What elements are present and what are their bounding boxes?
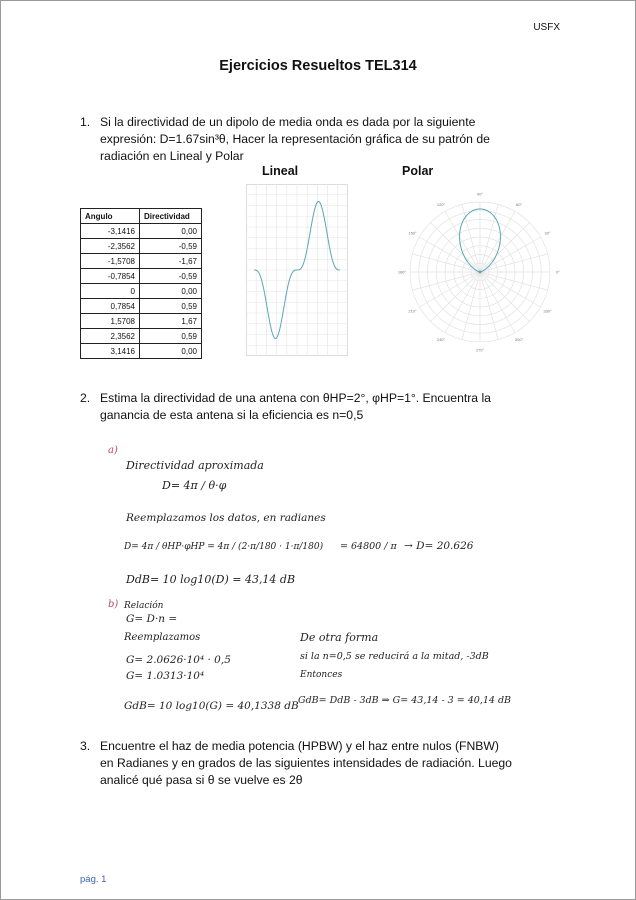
hw-line: G= 1.0313·10⁴ [126, 670, 205, 682]
polar-tick-label: 150° [408, 230, 417, 236]
polar-chart-label: Polar [402, 164, 434, 178]
question-line: radiación en Lineal y Polar [100, 149, 244, 163]
header-org: USFX [533, 22, 560, 33]
header-directivity: Directividad [140, 209, 202, 224]
angle-cell: 3,1416 [81, 344, 140, 359]
angle-cell: -2,3562 [81, 239, 140, 254]
polar-grid-spoke [419, 237, 480, 272]
polar-tick-label: 120° [436, 202, 446, 207]
table-row [81, 344, 202, 359]
angle-cell: 0 [81, 284, 140, 299]
polar-grid-spoke [462, 272, 480, 340]
hw-part-a-label: a) [108, 445, 118, 456]
angle-cell: -0,7854 [81, 269, 140, 284]
question-line: Si la directividad de un dipolo de media onda es dada por la siguiente [100, 115, 476, 129]
table-row [81, 239, 202, 254]
hw-line: Entonces [300, 670, 343, 680]
polar-tick-label: 300° [514, 337, 524, 342]
polar-grid-spoke [480, 272, 529, 321]
polar-grid-spoke [480, 272, 541, 307]
hw-line: = 64800 / π [340, 541, 397, 552]
directivity-cell: 0,00 [140, 284, 202, 299]
directivity-cell: 0,00 [140, 344, 202, 359]
hw-line: DdB= 10 log10(D) = 43,14 dB [126, 573, 296, 586]
table-header-row [81, 209, 202, 224]
polar-tick-label: 240° [436, 337, 446, 342]
hw-line: GdB= 10 log10(G) = 40,1338 dB [124, 700, 299, 712]
hw-line: GdB= DdB - 3dB ⇒ G= 43,14 - 3 = 40,14 dB [298, 695, 512, 706]
page-number: pág. 1 [80, 874, 107, 885]
question-line: Encuentre el haz de media potencia (HPBW) y el haz entre nulos (FNBW) [100, 739, 499, 753]
directivity-cell: 0,59 [140, 299, 202, 314]
question-line: en Radianes y en grados de las siguientes intensidades de radiación. Luego [100, 756, 512, 770]
question-text [100, 738, 512, 789]
linear-chart [246, 184, 348, 356]
page-title: Ejercicios Resueltos TEL314 [219, 58, 417, 74]
table-row [81, 269, 202, 284]
question-number: 3. [80, 739, 91, 753]
polar-grid-spoke [431, 272, 480, 321]
angle-cell: 0,7854 [81, 299, 140, 314]
directivity-cell: -0,59 [140, 269, 202, 284]
polar-grid-spoke [412, 254, 480, 272]
hw-line: Reemplazamos [124, 632, 201, 643]
hw-line: D= 4π / θHP·φHP = 4π / (2·π/180 · 1·π/180) [124, 542, 324, 552]
header-angle: Angulo [81, 209, 140, 224]
directivity-cell: 0,00 [140, 224, 202, 239]
directivity-cell: 1,67 [140, 314, 202, 329]
hw-line: D= 4π / θ·φ [162, 479, 227, 492]
hw-line: De otra forma [300, 631, 379, 644]
question-line: expresión: D=1.67sin³θ, Hacer la representación gráfica de su patrón de [100, 132, 490, 146]
table-row [81, 299, 202, 314]
polar-grid-spoke [480, 272, 548, 290]
question-number: 2. [80, 391, 91, 405]
polar-grid-spoke [480, 223, 529, 272]
hw-line: si la n=0,5 se reducirá a la mitad, -3dB [300, 651, 489, 662]
table-row [81, 284, 202, 299]
polar-grid-spoke [445, 211, 480, 272]
question-line: Estima la directividad de una antena con θHP=2°, φHP=1°. Encuentra la [100, 391, 491, 405]
directivity-table [80, 208, 202, 359]
hw-part-b-label: b) [108, 599, 119, 610]
question-line: ganancia de esta antena si la eficiencia es n=0,5 [100, 408, 364, 422]
directivity-cell: -0,59 [140, 239, 202, 254]
directivity-cell: 0,59 [140, 329, 202, 344]
polar-grid-spoke [480, 254, 548, 272]
polar-origin-dot [479, 271, 482, 274]
table-row [81, 254, 202, 269]
polar-grid-spoke [480, 272, 498, 340]
angle-cell: -1,5708 [81, 254, 140, 269]
polar-tick-label: 180° [397, 269, 407, 275]
polar-tick-label: 60° [515, 202, 523, 207]
hw-line: → D= 20.626 [404, 540, 474, 552]
handwritten-solution [104, 437, 556, 719]
polar-chart [394, 186, 566, 358]
table-row [81, 329, 202, 344]
table-row [81, 224, 202, 239]
question-text [100, 114, 490, 165]
hw-line: Directividad aproximada [126, 459, 264, 472]
hw-line: G= 2.0626·10⁴ · 0,5 [126, 654, 231, 666]
table-row [81, 314, 202, 329]
polar-tick-label: 30° [544, 230, 551, 236]
polar-grid-spoke [480, 211, 515, 272]
polar-grid-spoke [480, 272, 515, 333]
question-number: 1. [80, 115, 91, 129]
directivity-cell: -1,67 [140, 254, 202, 269]
polar-grid-spoke [431, 223, 480, 272]
polar-tick-label: 210° [408, 308, 417, 314]
question-text [100, 390, 491, 424]
polar-tick-label: 330° [543, 308, 552, 314]
polar-grid-spoke [445, 272, 480, 333]
polar-grid-spoke [412, 272, 480, 290]
polar-tick-label: 0° [556, 269, 560, 275]
angle-cell: 1,5708 [81, 314, 140, 329]
angle-cell: -3,1416 [81, 224, 140, 239]
polar-tick-label: 90° [476, 191, 484, 197]
polar-grid-spoke [480, 204, 498, 272]
polar-grid-spoke [419, 272, 480, 307]
polar-tick-label: 270° [475, 347, 485, 353]
question-line: analicé qué pasa si θ se vuelve es 2θ [100, 773, 303, 787]
polar-grid-spoke [462, 204, 480, 272]
hw-line: Relación [124, 601, 164, 611]
polar-grid-spoke [480, 237, 541, 272]
hw-line: G= D·n = [126, 613, 178, 625]
hw-line: Reemplazamos los datos, en radianes [126, 512, 326, 524]
linear-chart-label: Lineal [262, 164, 299, 178]
angle-cell: 2,3562 [81, 329, 140, 344]
